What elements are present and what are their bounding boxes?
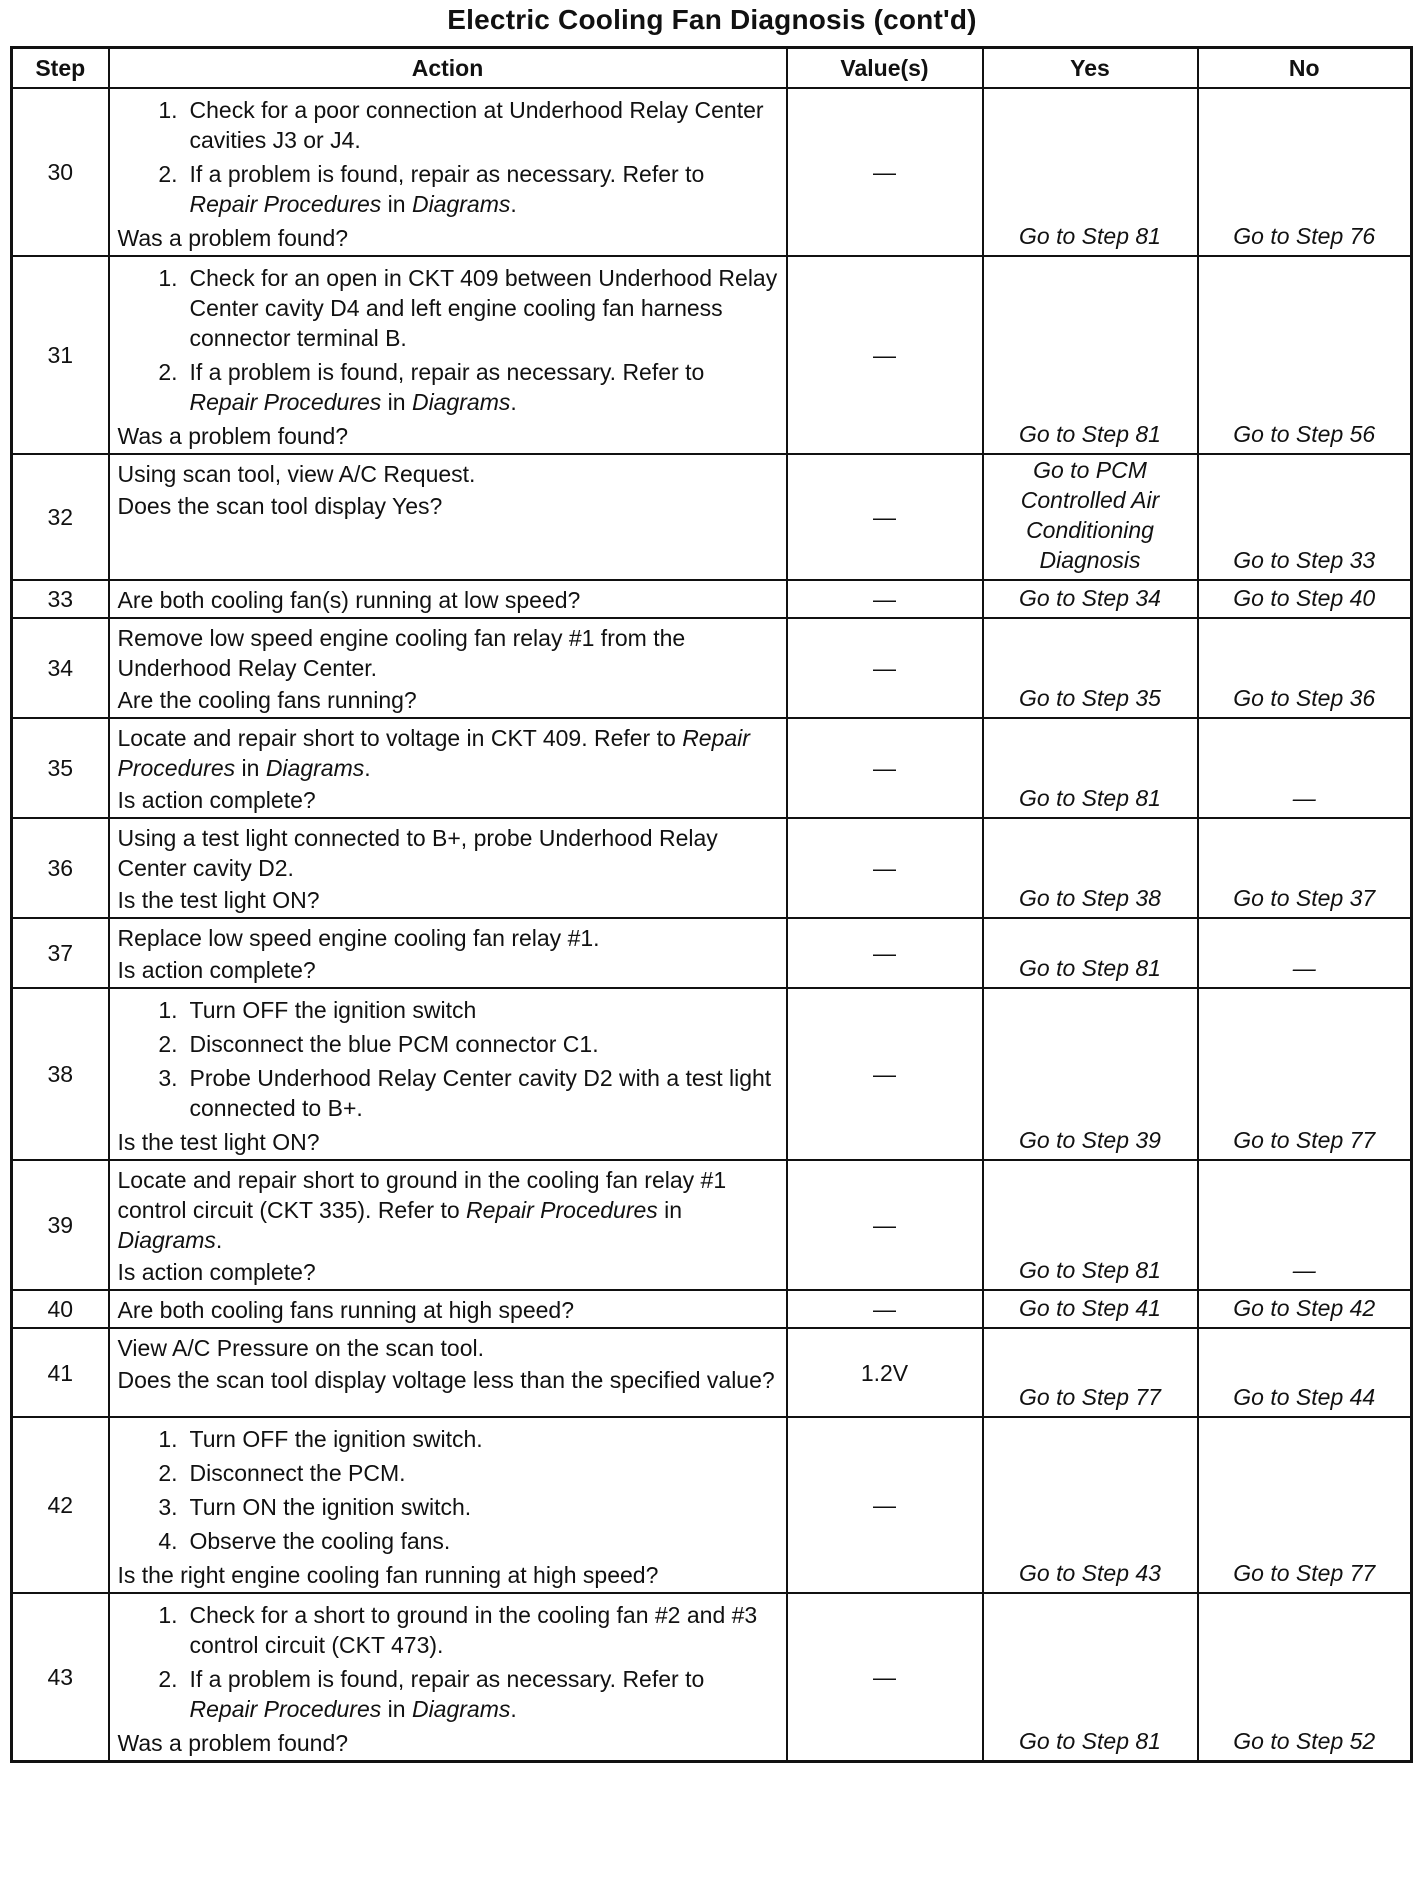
yes-cell: Go to Step 41 — [983, 1290, 1198, 1328]
item-number: 1. — [158, 997, 178, 1023]
value-cell: — — [787, 1593, 983, 1762]
value-cell: — — [787, 818, 983, 918]
table-row — [12, 580, 1412, 618]
item-number: 3. — [158, 1494, 178, 1520]
step-cell: 42 — [12, 1417, 109, 1593]
item-text: Check for a poor connection at Underhood Relay Center cavities J3 or J4. — [189, 97, 764, 153]
table-row — [12, 454, 1412, 580]
action-text: Replace low speed engine cooling fan relay #1. — [117, 925, 600, 951]
yes-cell: Go to Step 81 — [983, 918, 1198, 988]
yes-cell: Go to Step 39 — [983, 988, 1198, 1160]
no-cell: — — [1198, 718, 1412, 818]
diagnosis-table — [10, 46, 1413, 1763]
value-cell: — — [787, 1160, 983, 1290]
no-cell: Go to Step 42 — [1198, 1290, 1412, 1328]
item-text: Check for an open in CKT 409 between Underhood Relay Center cavity D4 and left engine cooling fan harness connector terminal B. — [189, 265, 778, 351]
item-number: 1. — [158, 265, 178, 291]
action-step-item — [118, 1458, 778, 1488]
step-cell: 43 — [12, 1593, 109, 1762]
action-cell — [109, 454, 787, 580]
action-question: Is action complete? — [117, 787, 316, 813]
action-text: Using scan tool, view A/C Request. — [117, 461, 476, 487]
item-text: Probe Underhood Relay Center cavity D2 with a test light connected to B+. — [189, 1065, 772, 1121]
table-row — [12, 988, 1412, 1160]
value-cell: — — [787, 454, 983, 580]
header-row — [12, 48, 1412, 89]
no-cell: Go to Step 76 — [1198, 88, 1412, 256]
no-cell: Go to Step 40 — [1198, 580, 1412, 618]
action-step-item — [118, 1063, 778, 1123]
yes-cell: Go to Step 81 — [983, 88, 1198, 256]
action-question: Was a problem found? — [117, 423, 349, 449]
action-question: Is the test light ON? — [117, 887, 320, 913]
step-cell: 38 — [12, 988, 109, 1160]
action-text: Are both cooling fan(s) running at low speed? — [117, 587, 581, 613]
item-number: 1. — [158, 1602, 178, 1628]
yes-cell: Go to Step 77 — [983, 1328, 1198, 1417]
action-cell — [109, 88, 787, 256]
item-number: 2. — [158, 359, 178, 385]
action-text: Using a test light connected to B+, probe Underhood Relay Center cavity D2. — [117, 825, 718, 881]
action-step-item — [118, 1029, 778, 1059]
value-cell: — — [787, 580, 983, 618]
header-step: Step — [12, 48, 109, 89]
yes-cell: Go to Step 81 — [983, 718, 1198, 818]
action-step-item — [118, 995, 778, 1025]
action-step-item — [118, 357, 778, 417]
table-row — [12, 256, 1412, 454]
item-text: If a problem is found, repair as necessary. Refer to Repair Procedures in Diagrams. — [189, 161, 705, 217]
action-question: Is action complete? — [117, 1259, 316, 1285]
value-cell: — — [787, 918, 983, 988]
no-cell: Go to Step 77 — [1198, 1417, 1412, 1593]
item-text: Turn OFF the ignition switch. — [189, 1426, 483, 1452]
table-row — [12, 918, 1412, 988]
action-question: Is the right engine cooling fan running at high speed? — [117, 1562, 659, 1588]
action-step-item — [118, 1526, 778, 1556]
step-cell: 41 — [12, 1328, 109, 1417]
no-cell: Go to Step 52 — [1198, 1593, 1412, 1762]
action-cell — [109, 1290, 787, 1328]
item-text: Disconnect the PCM. — [189, 1460, 406, 1486]
item-text: Disconnect the blue PCM connector C1. — [189, 1031, 599, 1057]
step-cell: 32 — [12, 454, 109, 580]
no-cell: Go to Step 36 — [1198, 618, 1412, 718]
value-cell: — — [787, 1290, 983, 1328]
action-step-item — [118, 1664, 778, 1724]
action-question: Are the cooling fans running? — [117, 687, 417, 713]
header-no: No — [1198, 48, 1412, 89]
step-cell: 30 — [12, 88, 109, 256]
value-cell: — — [787, 88, 983, 256]
no-cell: Go to Step 37 — [1198, 818, 1412, 918]
item-number: 3. — [158, 1065, 178, 1091]
step-cell: 35 — [12, 718, 109, 818]
item-number: 2. — [158, 161, 178, 187]
action-step-item — [118, 95, 778, 155]
no-cell: — — [1198, 918, 1412, 988]
action-cell — [109, 818, 787, 918]
item-text: If a problem is found, repair as necessary. Refer to Repair Procedures in Diagrams. — [189, 1666, 705, 1722]
step-cell: 39 — [12, 1160, 109, 1290]
action-question: Is the test light ON? — [117, 1129, 320, 1155]
action-question: Is action complete? — [117, 957, 316, 983]
item-number: 4. — [158, 1528, 178, 1554]
action-cell — [109, 580, 787, 618]
yes-cell: Go to Step 81 — [983, 256, 1198, 454]
action-step-item — [118, 159, 778, 219]
action-question: Was a problem found? — [117, 1730, 349, 1756]
action-step-item — [118, 1492, 778, 1522]
item-text: Observe the cooling fans. — [189, 1528, 451, 1554]
no-cell: Go to Step 77 — [1198, 988, 1412, 1160]
step-cell: 37 — [12, 918, 109, 988]
item-number: 2. — [158, 1031, 178, 1057]
action-cell — [109, 1593, 787, 1762]
action-cell — [109, 256, 787, 454]
step-cell: 34 — [12, 618, 109, 718]
value-cell: — — [787, 988, 983, 1160]
table-row — [12, 1417, 1412, 1593]
item-text: Turn ON the ignition switch. — [189, 1494, 472, 1520]
no-cell: Go to Step 33 — [1198, 454, 1412, 580]
value-cell: — — [787, 1417, 983, 1593]
yes-cell: Go to PCM Controlled Air Conditioning Diagnosis — [983, 454, 1198, 580]
yes-cell: Go to Step 35 — [983, 618, 1198, 718]
item-text: Turn OFF the ignition switch — [189, 997, 477, 1023]
action-cell — [109, 918, 787, 988]
step-cell: 33 — [12, 580, 109, 618]
table-row — [12, 618, 1412, 718]
action-question: Does the scan tool display Yes? — [117, 493, 443, 519]
item-number: 2. — [158, 1666, 178, 1692]
yes-cell: Go to Step 81 — [983, 1593, 1198, 1762]
value-cell: — — [787, 618, 983, 718]
header-values: Value(s) — [787, 48, 983, 89]
table-row — [12, 1160, 1412, 1290]
item-number: 2. — [158, 1460, 178, 1486]
no-cell: — — [1198, 1160, 1412, 1290]
value-cell: — — [787, 256, 983, 454]
table-row — [12, 718, 1412, 818]
step-cell: 31 — [12, 256, 109, 454]
header-action: Action — [109, 48, 787, 89]
action-question: Was a problem found? — [117, 225, 349, 251]
value-cell: 1.2V — [787, 1328, 983, 1417]
action-cell — [109, 1160, 787, 1290]
action-step-item — [118, 1600, 778, 1660]
action-text: View A/C Pressure on the scan tool. — [117, 1335, 484, 1361]
table-row — [12, 1328, 1412, 1417]
no-cell: Go to Step 44 — [1198, 1328, 1412, 1417]
no-cell: Go to Step 56 — [1198, 256, 1412, 454]
yes-cell: Go to Step 34 — [983, 580, 1198, 618]
action-cell — [109, 988, 787, 1160]
yes-cell: Go to Step 81 — [983, 1160, 1198, 1290]
table-row — [12, 88, 1412, 256]
table-row — [12, 1593, 1412, 1762]
action-question: Does the scan tool display voltage less than the specified value? — [117, 1367, 775, 1393]
action-text: Locate and repair short to voltage in CKT 409. Refer to Repair Procedures in Diagrams. — [117, 725, 750, 781]
item-number: 1. — [158, 1426, 178, 1452]
page-title: Electric Cooling Fan Diagnosis (cont'd) — [447, 4, 977, 35]
value-cell: — — [787, 718, 983, 818]
action-text: Remove low speed engine cooling fan relay #1 from the Underhood Relay Center. — [117, 625, 686, 681]
action-step-item — [118, 263, 778, 353]
action-text: Are both cooling fans running at high speed? — [117, 1297, 574, 1323]
table-row — [12, 818, 1412, 918]
action-cell — [109, 1417, 787, 1593]
step-cell: 40 — [12, 1290, 109, 1328]
yes-cell: Go to Step 43 — [983, 1417, 1198, 1593]
table-row — [12, 1290, 1412, 1328]
action-cell — [109, 718, 787, 818]
step-cell: 36 — [12, 818, 109, 918]
action-cell — [109, 1328, 787, 1417]
action-cell — [109, 618, 787, 718]
item-number: 1. — [158, 97, 178, 123]
header-yes: Yes — [983, 48, 1198, 89]
item-text: Check for a short to ground in the cooling fan #2 and #3 control circuit (CKT 473). — [189, 1602, 758, 1658]
item-text: If a problem is found, repair as necessary. Refer to Repair Procedures in Diagrams. — [189, 359, 705, 415]
yes-cell: Go to Step 38 — [983, 818, 1198, 918]
action-step-item — [118, 1424, 778, 1454]
action-text: Locate and repair short to ground in the cooling fan relay #1 control circuit (CKT 335). Refer to Repair Procedures in Diagrams. — [117, 1167, 727, 1253]
